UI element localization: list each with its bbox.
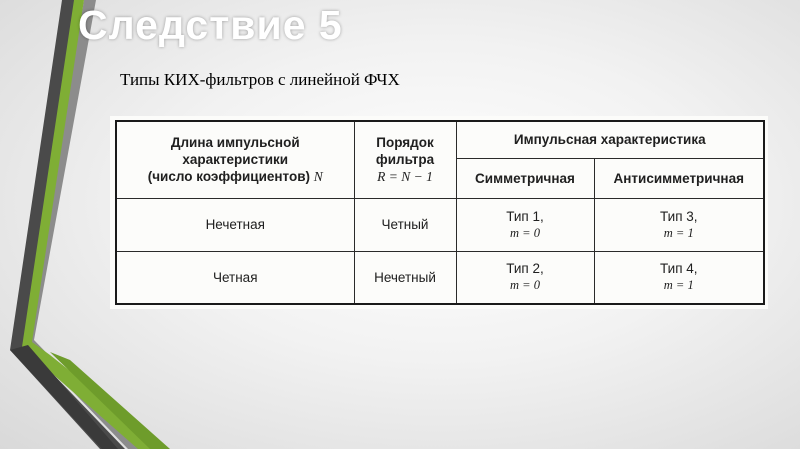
header-length-line1: Длина импульсной xyxy=(170,135,300,151)
cell-antisymmetric xyxy=(594,251,764,304)
cell-order: Нечетный xyxy=(354,251,456,304)
header-length-line3: (число коэффициентов) xyxy=(147,169,310,185)
header-order-formula: R = N − 1 xyxy=(377,169,433,185)
header-order-line1: Порядок xyxy=(376,135,434,151)
fir-types-table xyxy=(115,120,765,305)
cell-m: m = 0 xyxy=(510,278,540,293)
table-row xyxy=(116,198,764,251)
cell-length: Нечетная xyxy=(116,198,354,251)
cell-length: Четная xyxy=(116,251,354,304)
cell-antisymmetric xyxy=(594,198,764,251)
cell-symmetric xyxy=(456,198,594,251)
table-image xyxy=(110,116,768,309)
header-impulse: Импульсная характеристика xyxy=(456,121,764,158)
cell-m: m = 1 xyxy=(663,225,694,240)
header-length xyxy=(116,121,354,198)
cell-type: Тип 2, xyxy=(506,261,544,277)
header-length-var: N xyxy=(313,169,323,185)
header-antisymmetric: Антисимметричная xyxy=(594,158,764,198)
cell-m: m = 1 xyxy=(663,278,694,293)
header-symmetric: Симметричная xyxy=(456,158,594,198)
cell-order: Четный xyxy=(354,198,456,251)
cell-type: Тип 3, xyxy=(660,208,698,224)
table-row xyxy=(116,251,764,304)
cell-m: m = 0 xyxy=(510,225,540,240)
slide-title: Следствие 5 xyxy=(78,2,343,48)
header-order-line2: фильтра xyxy=(375,152,435,168)
header-order xyxy=(354,121,456,198)
header-length-line2: характеристики xyxy=(182,152,289,168)
cell-type: Тип 1, xyxy=(506,208,544,224)
cell-symmetric xyxy=(456,251,594,304)
cell-type: Тип 4, xyxy=(660,261,698,277)
slide-subtitle: Типы КИХ-фильтров с линейной ФЧХ xyxy=(120,70,400,89)
